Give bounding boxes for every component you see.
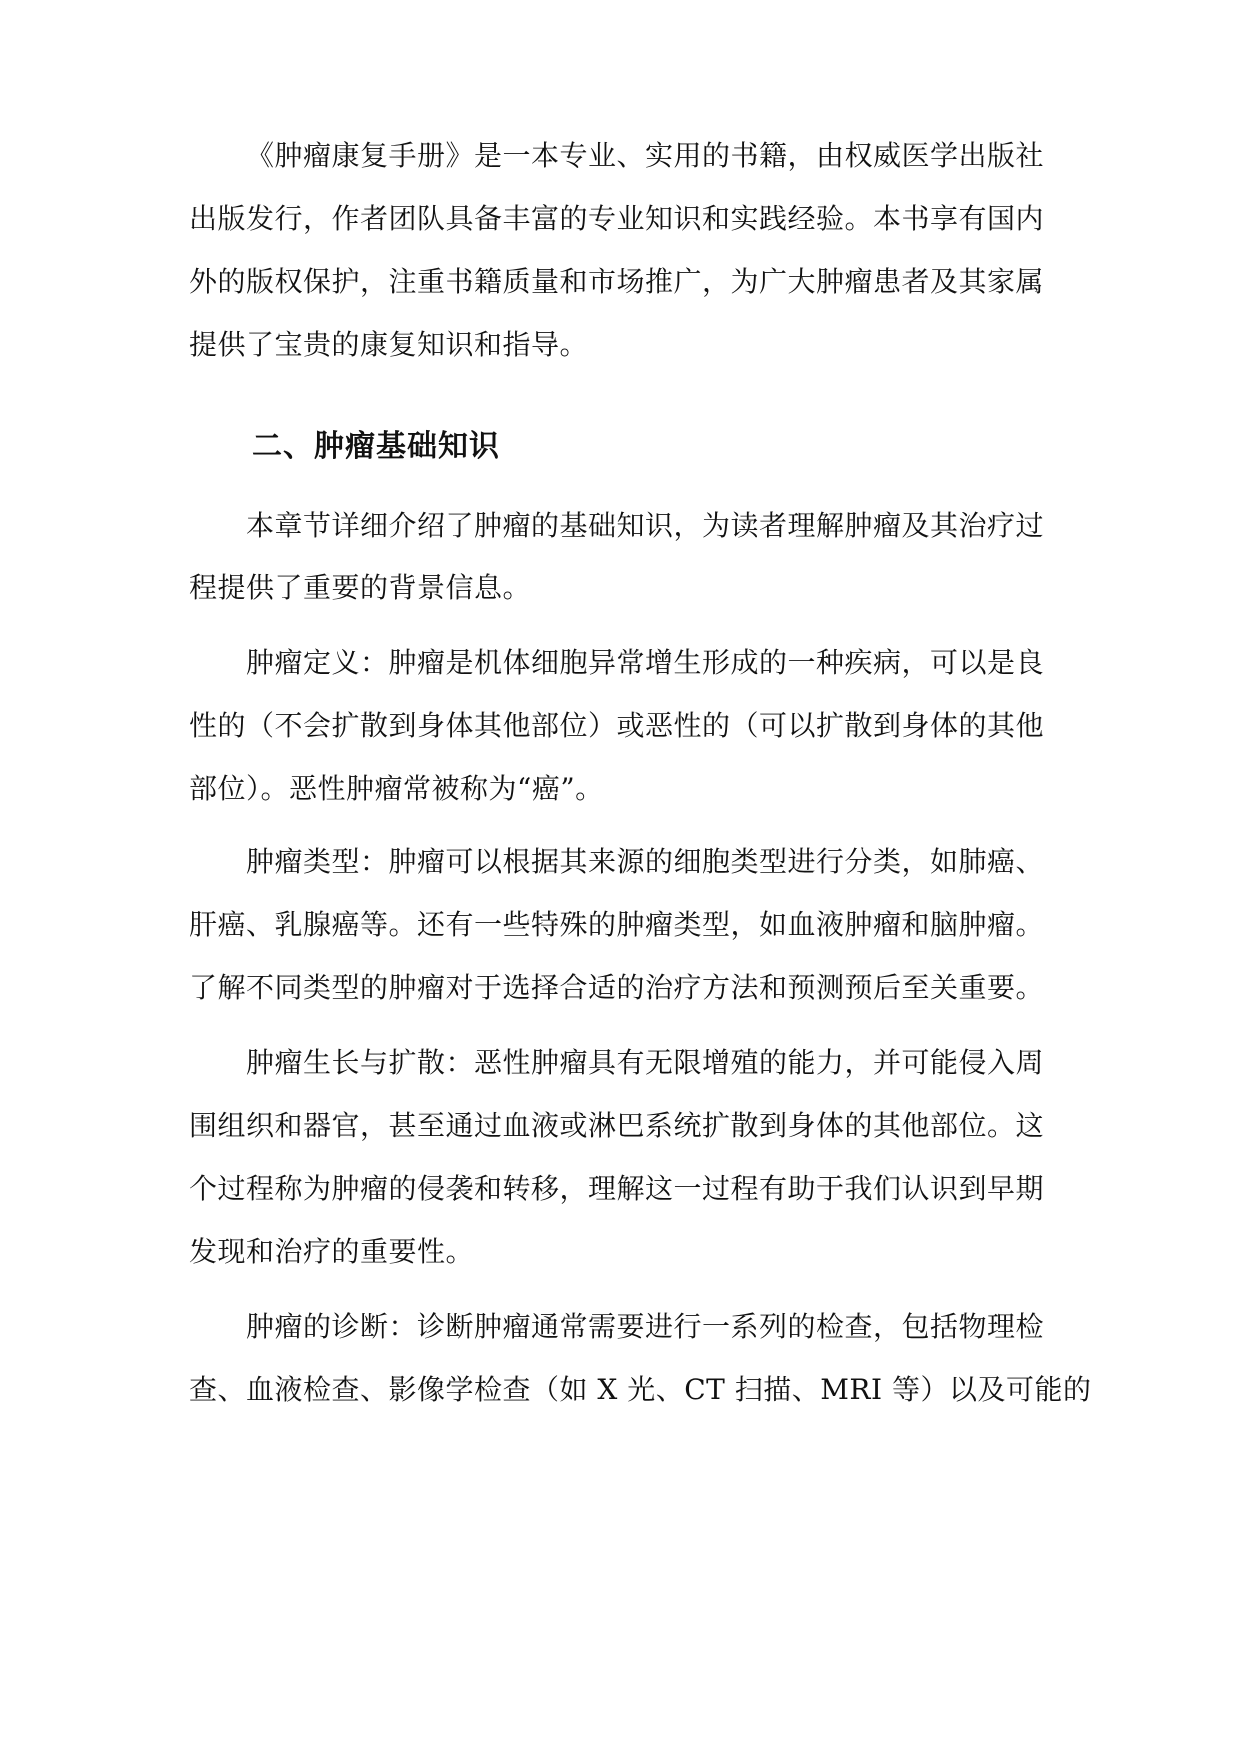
intro-line-1: 《肿瘤康复手册》是一本专业、实用的书籍，由权威医学出版社 bbox=[246, 139, 1045, 172]
types-line-1: 肿瘤类型：肿瘤可以根据其来源的细胞类型进行分类，如肺癌、 bbox=[246, 845, 1045, 878]
growth-line-3: 个过程称为肿瘤的侵袭和转移，理解这一过程有助于我们认识到早期 bbox=[189, 1172, 1045, 1205]
definition-line-3: 部位）。恶性肿瘤常被称为“癌”。 bbox=[189, 772, 604, 805]
diagnosis-line-1: 肿瘤的诊断：诊断肿瘤通常需要进行一系列的检查，包括物理检 bbox=[246, 1310, 1045, 1343]
section-heading: 二、肿瘤基础知识 bbox=[252, 429, 500, 464]
types-line-3: 了解不同类型的肿瘤对于选择合适的治疗方法和预测预后至关重要。 bbox=[189, 971, 1045, 1004]
intro-line-3: 外的版权保护，注重书籍质量和市场推广，为广大肿瘤患者及其家属 bbox=[189, 265, 1045, 298]
growth-line-4: 发现和治疗的重要性。 bbox=[189, 1235, 475, 1268]
growth-line-2: 围组织和器官，甚至通过血液或淋巴系统扩散到身体的其他部位。这 bbox=[189, 1109, 1045, 1142]
definition-line-1: 肿瘤定义：肿瘤是机体细胞异常增生形成的一种疾病，可以是良 bbox=[246, 646, 1045, 679]
diagnosis-line-2: 查、血液检查、影像学检查（如 X 光、CT 扫描、MRI 等）以及可能的 bbox=[189, 1373, 1092, 1406]
intro-line-4: 提供了宝贵的康复知识和指导。 bbox=[189, 328, 589, 361]
intro-line-2: 出版发行，作者团队具备丰富的专业知识和实践经验。本书享有国内 bbox=[189, 202, 1045, 235]
section-intro-line-2: 程提供了重要的背景信息。 bbox=[189, 571, 532, 604]
growth-line-1: 肿瘤生长与扩散：恶性肿瘤具有无限增殖的能力，并可能侵入周 bbox=[246, 1046, 1045, 1079]
types-line-2: 肝癌、乳腺癌等。还有一些特殊的肿瘤类型，如血液肿瘤和脑肿瘤。 bbox=[189, 908, 1045, 941]
section-intro-line-1: 本章节详细介绍了肿瘤的基础知识，为读者理解肿瘤及其治疗过 bbox=[246, 509, 1045, 542]
definition-line-2: 性的（不会扩散到身体其他部位）或恶性的（可以扩散到身体的其他 bbox=[189, 709, 1045, 742]
